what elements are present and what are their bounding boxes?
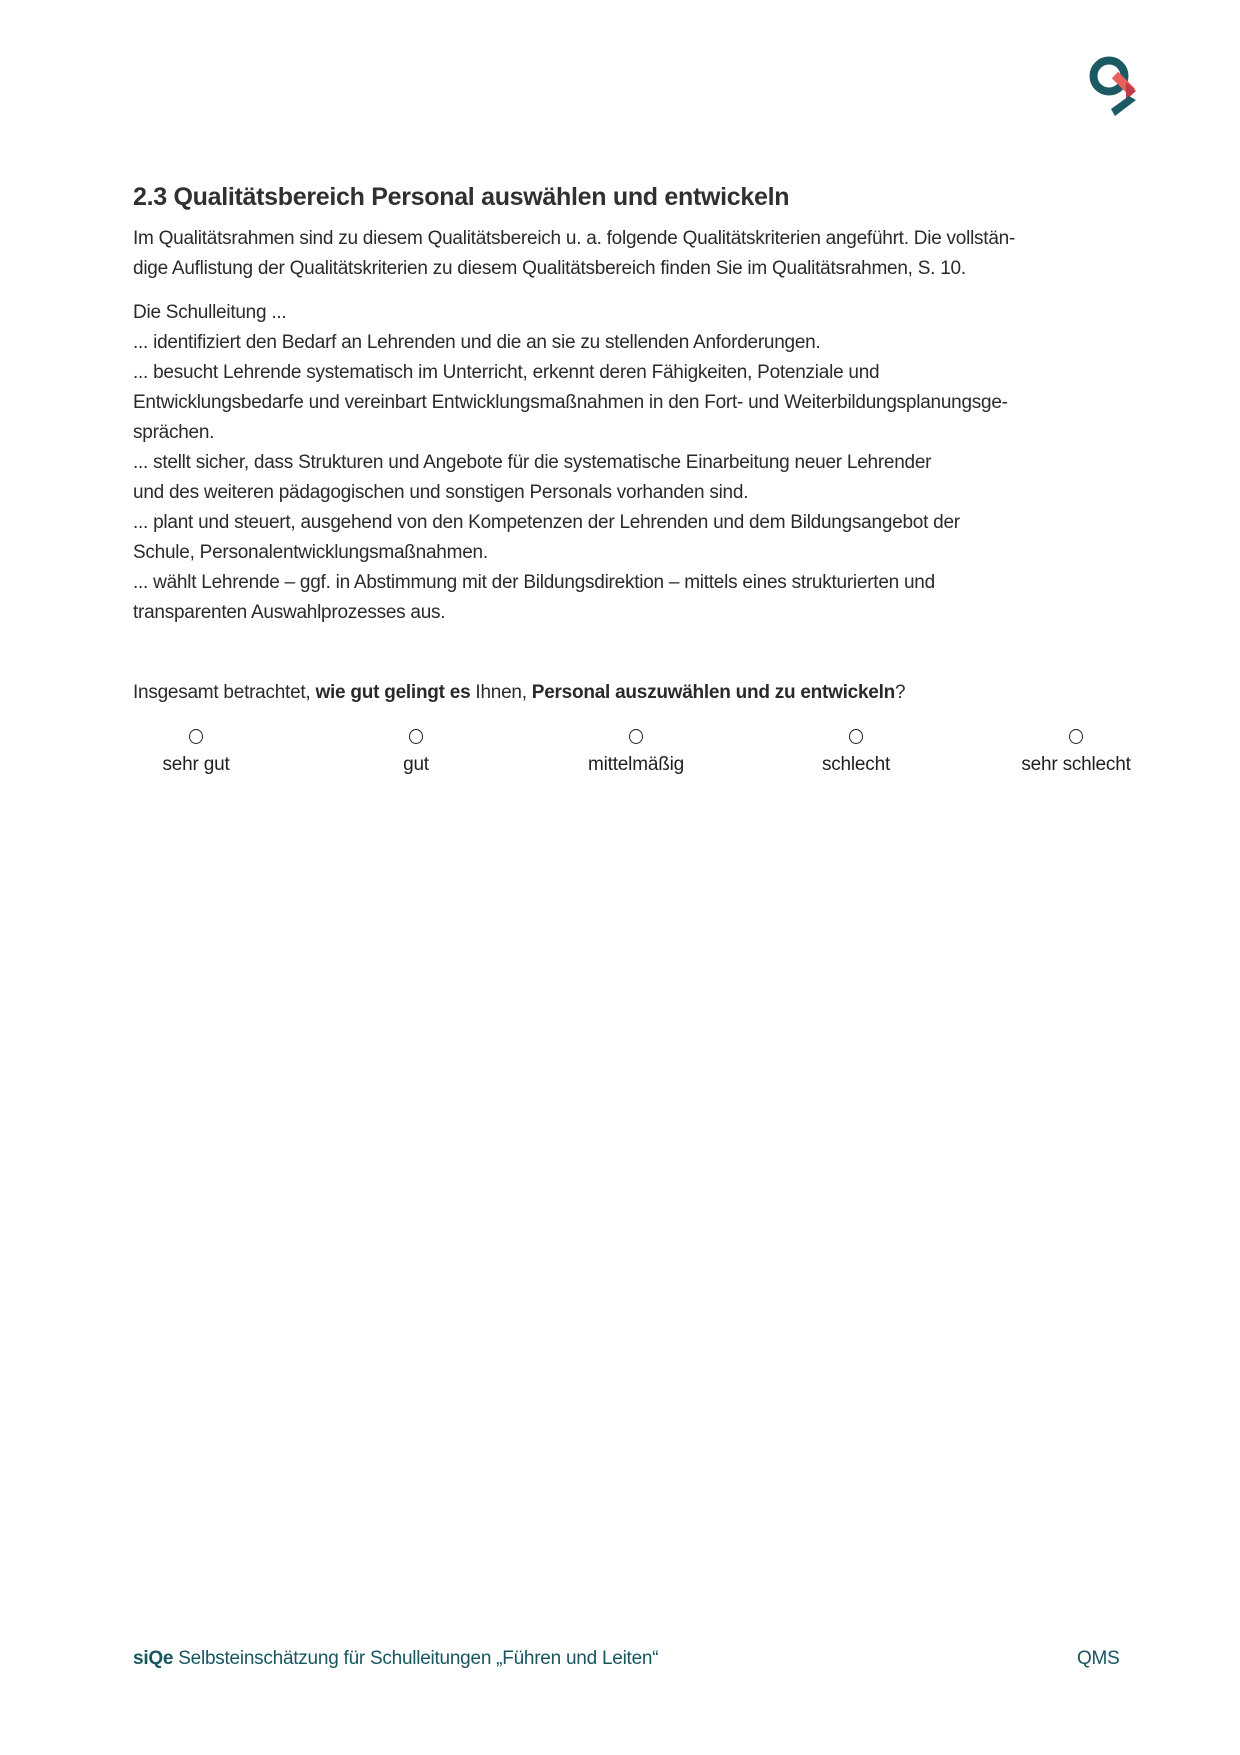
- footer-qms-label: QMS: [1077, 1648, 1120, 1669]
- scale-option-schlecht: [746, 729, 966, 777]
- overall-question: [133, 678, 1123, 708]
- question-prefix: Insgesamt betrachtet,: [133, 682, 316, 703]
- rating-scale: [86, 729, 1186, 777]
- question-suffix: ?: [895, 682, 906, 703]
- criteria-line: ... plant und steuert, ausgehend von den Kompetenzen der Lehrenden und dem Bildungsangebot der: [133, 512, 960, 533]
- qms-logo-graphic: [1089, 55, 1139, 117]
- question-bold-2: Personal auszuwählen und zu entwickeln: [531, 682, 895, 703]
- radio-schlecht[interactable]: [849, 729, 863, 744]
- scale-label-mittelmaessig: mittelmäßig: [588, 754, 684, 775]
- intro-paragraph: [133, 224, 1123, 284]
- scale-label-gut: gut: [403, 754, 429, 775]
- criteria-block: [133, 298, 1123, 628]
- intro-line: Im Qualitätsrahmen sind zu diesem Qualitätsbereich u. a. folgende Qualitätskriterien angeführt. Die vollstän-: [133, 228, 1016, 249]
- radio-sehr-schlecht[interactable]: [1069, 729, 1083, 744]
- footer-subtitle: Selbsteinschätzung für Schulleitungen „Führen und Leiten“: [173, 1648, 659, 1669]
- radio-mittelmaessig[interactable]: [629, 729, 643, 744]
- radio-gut[interactable]: [409, 729, 423, 744]
- section-heading: 2.3 Qualitätsbereich Personal auswählen und entwickeln: [133, 182, 790, 211]
- intro-line: dige Auflistung der Qualitätskriterien zu diesem Qualitätsbereich finden Sie im Qualitätsrahmen, S. 10.: [133, 258, 966, 279]
- qms-logo: [1089, 55, 1139, 117]
- logo-teal-swoosh: [1111, 96, 1136, 116]
- criteria-lead: Die Schulleitung ...: [133, 302, 287, 323]
- scale-label-sehr-schlecht: sehr schlecht: [1021, 754, 1131, 775]
- question-middle: Ihnen,: [470, 682, 532, 703]
- criteria-line: transparenten Auswahlprozesses aus.: [133, 602, 446, 623]
- footer-document-title: [133, 1646, 658, 1672]
- criteria-line: Entwicklungsbedarfe und vereinbart Entwicklungsmaßnahmen in den Fort- und Weiterbildungsplanungsge-: [133, 392, 1008, 413]
- scale-option-sehr-gut: [86, 729, 306, 777]
- question-bold-1: wie gut gelingt es: [315, 682, 471, 703]
- criteria-line: Schule, Personalentwicklungsmaßnahmen.: [133, 542, 488, 563]
- criteria-line: ... identifiziert den Bedarf an Lehrenden und die an sie zu stellenden Anforderungen.: [133, 332, 821, 353]
- scale-option-mittelmaessig: [526, 729, 746, 777]
- criteria-line: ... stellt sicher, dass Strukturen und Angebote für die systematische Einarbeitung neuer Lehrender: [133, 452, 932, 473]
- footer-siqe-label: siQe: [133, 1648, 174, 1669]
- scale-option-gut: [306, 729, 526, 777]
- scale-label-schlecht: schlecht: [821, 754, 891, 775]
- criteria-line: ... wählt Lehrende – ggf. in Abstimmung mit der Bildungsdirektion – mittels eines strukturierten und: [133, 572, 935, 593]
- scale-option-sehr-schlecht: [966, 729, 1186, 777]
- criteria-line: sprächen.: [133, 422, 215, 443]
- criteria-line: ... besucht Lehrende systematisch im Unterricht, erkennt deren Fähigkeiten, Potenziale und: [133, 362, 880, 383]
- scale-label-sehr-gut: sehr gut: [162, 754, 230, 775]
- criteria-line: und des weiteren pädagogischen und sonstigen Personals vorhanden sind.: [133, 482, 749, 503]
- radio-sehr-gut[interactable]: [189, 729, 203, 744]
